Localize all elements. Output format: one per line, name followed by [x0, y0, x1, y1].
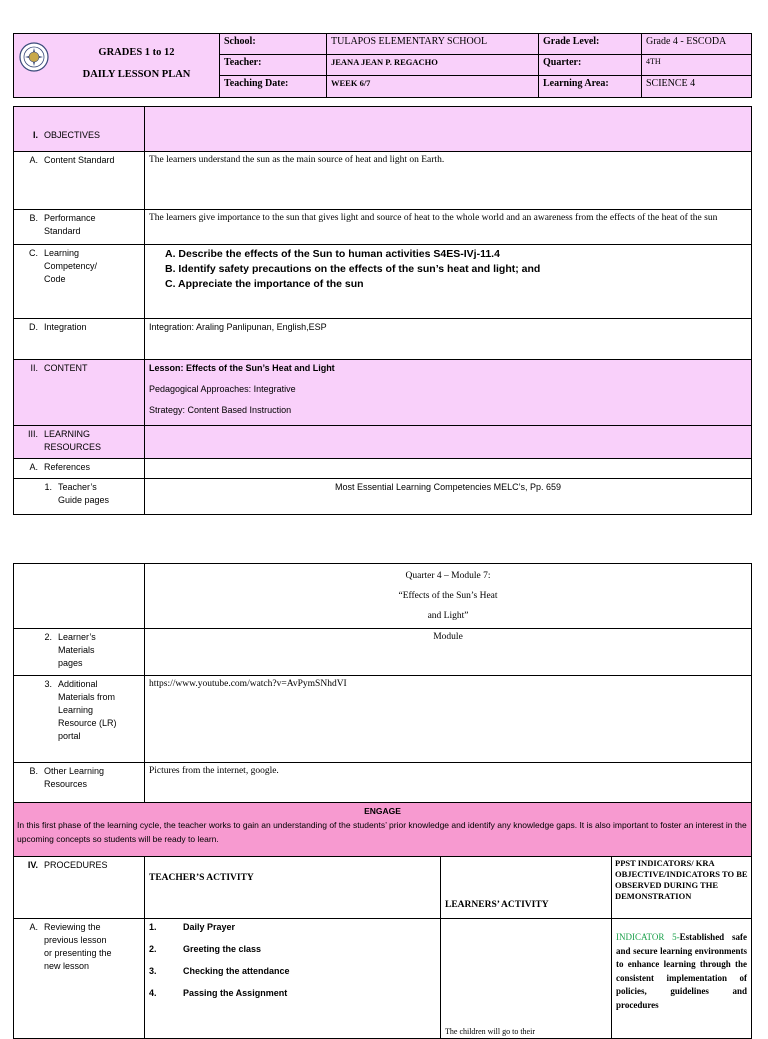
competency-item: C. Appreciate the importance of the sun — [165, 278, 364, 290]
quarter-value: 4TH — [642, 55, 752, 76]
content-label: CONTENT — [44, 363, 88, 373]
additional-materials-link[interactable]: https://www.youtube.com/watch?v=AvPymSNhdVI — [145, 676, 752, 763]
learners-activity-cell — [441, 919, 612, 1039]
area-value: SCIENCE 4 — [642, 76, 752, 98]
learners-materials-text: Module — [145, 629, 752, 676]
content-standard-label: Content Standard — [44, 155, 115, 165]
content-cell — [145, 360, 752, 426]
procedures-num: IV. — [27, 860, 38, 870]
header-title-cell — [14, 34, 220, 98]
step-num: 3. — [149, 966, 157, 976]
deped-seal-icon — [19, 42, 49, 72]
step-item — [149, 922, 436, 944]
resources-label-cell — [14, 426, 145, 459]
teachers-guide-num: 1. — [44, 482, 52, 492]
strategy: Strategy: Content Based Instruction — [149, 405, 292, 415]
grade-label: Grade Level: — [539, 34, 642, 55]
engage-text: In this first phase of the learning cycle, the teacher works to gain an understanding of the students’ prior knowledge and identify any knowledge gaps. It is also important to foster an interest in the upcoming concepts so students will be ready to learn. — [17, 820, 747, 844]
step-text: Daily Prayer — [183, 922, 236, 932]
objectives-blank — [145, 107, 752, 152]
review-label: Reviewing the previous lesson or presenting the new lesson — [44, 922, 112, 971]
additional-materials-label: Additional Materials from Learning Resource (LR) portal — [58, 679, 117, 741]
doc-title-line2: DAILY LESSON PLAN — [82, 69, 191, 80]
ppst-header: PPST INDICATORS/ KRA OBJECTIVE/INDICATORS TO BE OBSERVED DURING THE DEMONSTRATION — [612, 857, 752, 919]
lesson-title: Lesson: Effects of the Sun’s Heat and Light — [149, 363, 335, 373]
performance-standard-num: B. — [29, 213, 38, 223]
resources-label: LEARNING RESOURCES — [44, 429, 102, 452]
competency-list — [145, 245, 752, 319]
step-text: Passing the Assignment — [183, 988, 288, 998]
indicator-cell — [612, 919, 752, 1039]
other-resources-text: Pictures from the internet, google. — [145, 763, 752, 803]
competency-item: A. Describe the effects of the Sun to human activities S4ES-IVj-11.4 — [165, 248, 500, 260]
content-standard-text: The learners understand the sun as the main source of heat and light on Earth. — [145, 152, 752, 210]
review-label-cell — [14, 919, 145, 1039]
learners-materials-num: 2. — [44, 632, 52, 642]
teachers-activity-header: TEACHER’S ACTIVITY — [145, 857, 441, 919]
school-label: School: — [220, 34, 327, 55]
performance-standard-label: Performance Standard — [44, 213, 96, 236]
other-resources-num: B. — [29, 766, 38, 776]
module-line1: Quarter 4 – Module 7: — [405, 571, 491, 581]
module-title-cell — [145, 564, 752, 629]
objectives-label-cell — [14, 107, 145, 152]
content-label-cell — [14, 360, 145, 426]
procedures-label-cell — [14, 857, 145, 919]
step-item — [149, 988, 436, 1010]
teachers-guide-text: Most Essential Learning Competencies MELC’s, Pp. 659 — [145, 479, 752, 515]
objectives-label: OBJECTIVES — [44, 130, 101, 140]
resources-num: III. — [27, 429, 38, 439]
doc-title-line1: GRADES 1 to 12 — [98, 47, 175, 58]
competency-item: B. Identify safety precautions on the effects of the sun’s heat and light; and — [165, 263, 541, 275]
step-text: Greeting the class — [183, 944, 262, 954]
integration-text: Integration: Araling Panlipunan, English,ESP — [145, 319, 752, 360]
quarter-label: Quarter: — [539, 55, 642, 76]
module-line3: and Light” — [427, 611, 469, 621]
additional-materials-label-cell — [14, 676, 145, 763]
content-standard-num: A. — [29, 155, 38, 165]
pedagogical-approach: Pedagogical Approaches: Integrative — [149, 384, 296, 394]
steps-list — [145, 919, 441, 1039]
integration-label: Integration — [44, 322, 87, 332]
step-item — [149, 966, 436, 988]
resources-blank — [145, 426, 752, 459]
area-label: Learning Area: — [539, 76, 642, 98]
integration-num: D. — [29, 322, 38, 332]
references-num: A. — [29, 462, 38, 472]
references-label-cell — [14, 459, 145, 479]
teacher-value: JEANA JEAN P. REGACHO — [327, 55, 539, 76]
step-item — [149, 944, 436, 966]
integration-label-cell — [14, 319, 145, 360]
procedures-label: PROCEDURES — [44, 860, 108, 870]
review-num: A. — [29, 922, 38, 932]
resources-table — [13, 563, 752, 1039]
step-text: Checking the attendance — [183, 966, 290, 976]
teacher-label: Teacher: — [220, 55, 327, 76]
date-value: WEEK 6/7 — [327, 76, 539, 98]
teachers-guide-label: Teacher’s Guide pages — [58, 482, 110, 505]
grade-value: Grade 4 - ESCODA — [642, 34, 752, 55]
learners-materials-label-cell — [14, 629, 145, 676]
step-num: 4. — [149, 988, 157, 998]
engage-title: ENGAGE — [364, 806, 401, 816]
module-line2: “Effects of the Sun’s Heat — [398, 591, 498, 601]
competency-label: Learning Competency/ Code — [44, 248, 98, 284]
step-num: 1. — [149, 922, 157, 932]
other-resources-label: Other Learning Resources — [44, 766, 105, 789]
date-label: Teaching Date: — [220, 76, 327, 98]
engage-cell — [14, 803, 752, 857]
content-num: II. — [30, 363, 38, 373]
teachers-guide-label-cell — [14, 479, 145, 515]
indicator-title: INDICATOR 5- — [616, 932, 680, 942]
competency-label-cell — [14, 245, 145, 319]
references-blank — [145, 459, 752, 479]
competency-num: C. — [29, 248, 38, 258]
learners-activity-header: LEARNERS’ ACTIVITY — [441, 857, 612, 919]
learners-materials-label: Learner’s Materials pages — [58, 632, 96, 668]
module-blank — [14, 564, 145, 629]
objectives-num: I. — [32, 130, 38, 140]
other-resources-label-cell — [14, 763, 145, 803]
step-num: 2. — [149, 944, 157, 954]
references-label: References — [44, 462, 91, 472]
additional-materials-num: 3. — [44, 679, 52, 689]
performance-standard-text: The learners give importance to the sun that gives light and source of heat to the whole world and an awareness from the effects of the heat of the sun — [145, 210, 752, 245]
objectives-table — [13, 106, 752, 515]
header-table — [13, 33, 752, 98]
school-value: TULAPOS ELEMENTARY SCHOOL — [327, 34, 539, 55]
indicator-text: Established safe and secure learning environments to enhance learning through the consistent implementation of policies, guidelines and procedures — [616, 932, 748, 1010]
content-standard-label-cell — [14, 152, 145, 210]
performance-standard-label-cell — [14, 210, 145, 245]
learners-activity-text: The children will go to their — [445, 1027, 535, 1036]
